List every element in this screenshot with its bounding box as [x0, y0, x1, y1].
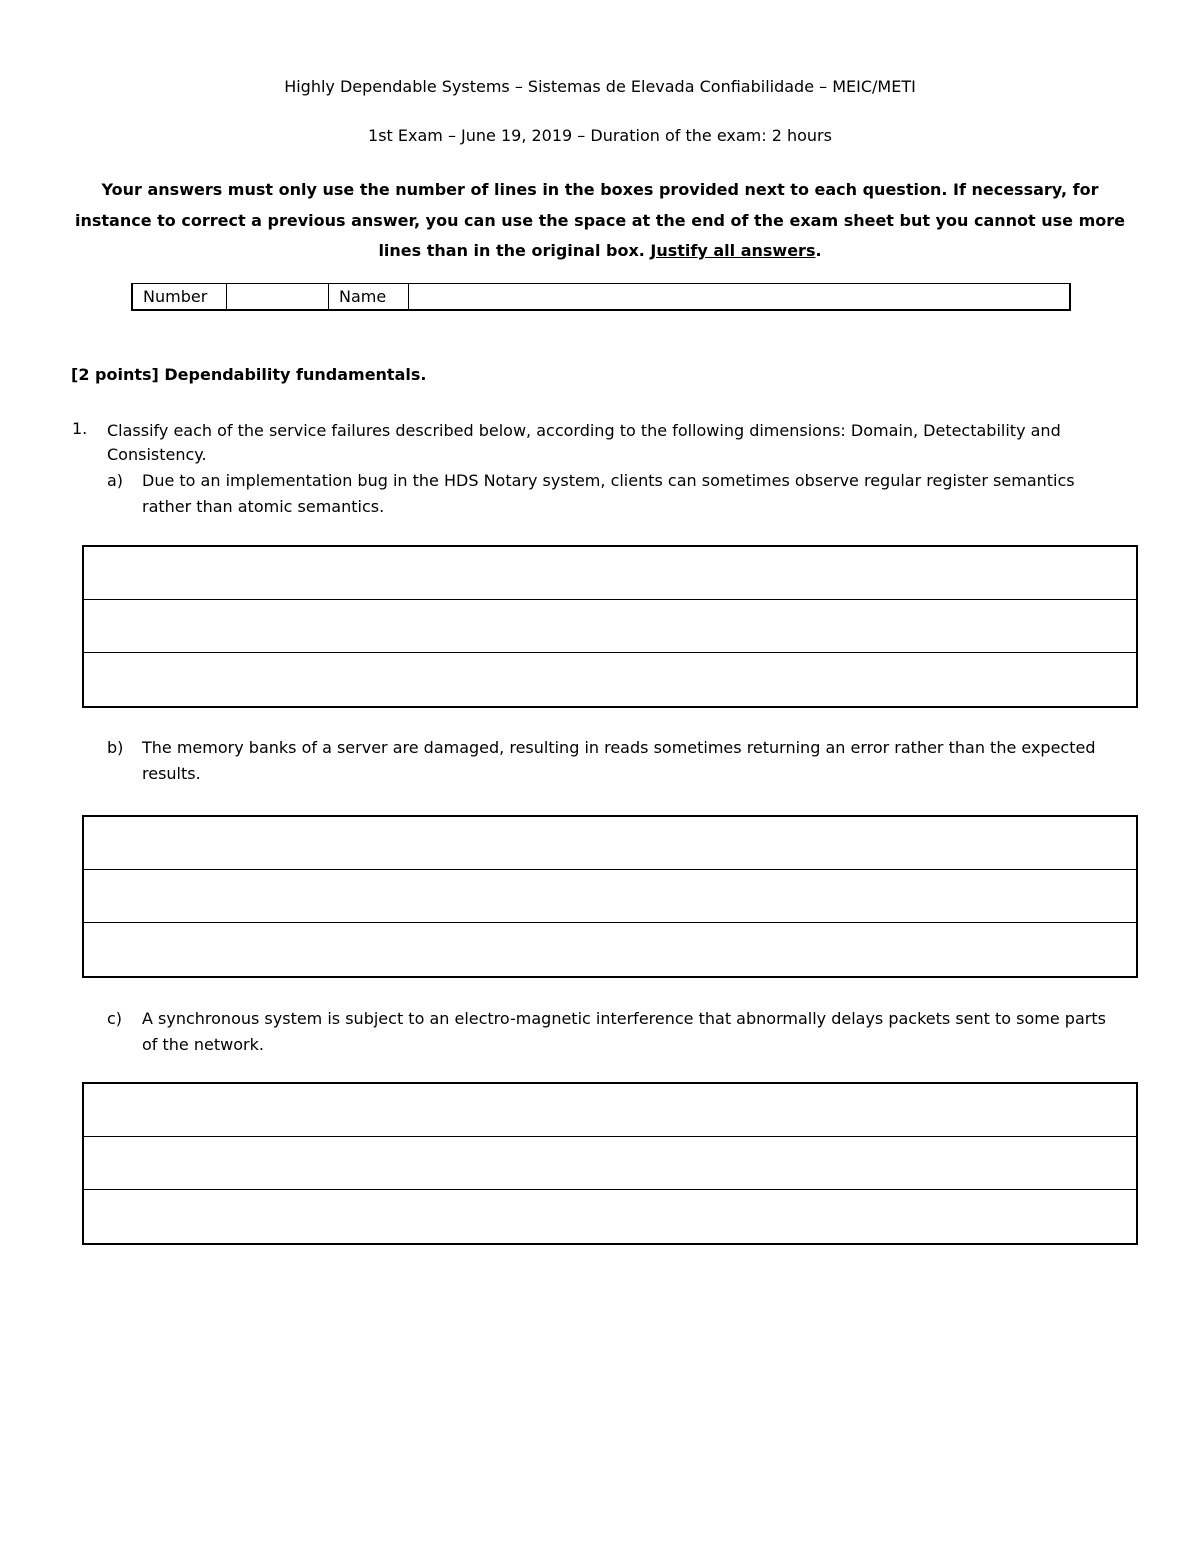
instructions-text: Your answers must only use the number of lines in the boxes provided next to each question. If necessary, for instance to correct a previous answer, you can use the space at the end of the exam sheet but you cannot use more lines than in the original box. — [75, 180, 1125, 260]
number-label: Number — [133, 284, 227, 309]
name-label: Name — [329, 284, 409, 309]
exam-info: 1st Exam – June 19, 2019 – Duration of the exam: 2 hours — [368, 126, 832, 145]
answer-line[interactable] — [84, 1190, 1136, 1243]
answer-box-c — [82, 1082, 1138, 1245]
student-id-table — [131, 283, 1071, 311]
subquestion-label: a) — [107, 471, 124, 490]
instructions-end: . — [815, 241, 822, 260]
subquestion-text: A synchronous system is subject to an electro-magnetic interference that abnormally delays packets sent to some parts of the network. — [142, 1009, 1106, 1054]
subquestion-label: b) — [107, 738, 124, 757]
instructions-emphasis: Justify all answers — [650, 241, 816, 260]
question-number: 1. — [72, 419, 88, 438]
answer-line[interactable] — [84, 547, 1136, 600]
name-field[interactable] — [409, 284, 1069, 309]
number-field[interactable] — [227, 284, 329, 309]
course-title: Highly Dependable Systems – Sistemas de Elevada Confiabilidade – MEIC/METI — [284, 77, 916, 96]
answer-line[interactable] — [84, 817, 1136, 870]
answer-line[interactable] — [84, 923, 1136, 976]
subquestion-text: The memory banks of a server are damaged, resulting in reads sometimes returning an error rather than the expected results. — [142, 738, 1096, 783]
answer-line[interactable] — [84, 653, 1136, 706]
section-title: [2 points] Dependability fundamentals. — [71, 365, 427, 384]
answer-line[interactable] — [84, 600, 1136, 653]
question-text: Classify each of the service failures described below, according to the following dimensions: Domain, Detectability and Consistency. — [107, 421, 1061, 464]
answer-line[interactable] — [84, 870, 1136, 923]
answer-line[interactable] — [84, 1137, 1136, 1190]
answer-box-b — [82, 815, 1138, 978]
exam-instructions — [75, 175, 1125, 267]
answer-box-a — [82, 545, 1138, 708]
subquestion-label: c) — [107, 1009, 123, 1028]
subquestion-text: Due to an implementation bug in the HDS Notary system, clients can sometimes observe regular register semantics rather than atomic semantics. — [142, 471, 1075, 516]
answer-line[interactable] — [84, 1084, 1136, 1137]
